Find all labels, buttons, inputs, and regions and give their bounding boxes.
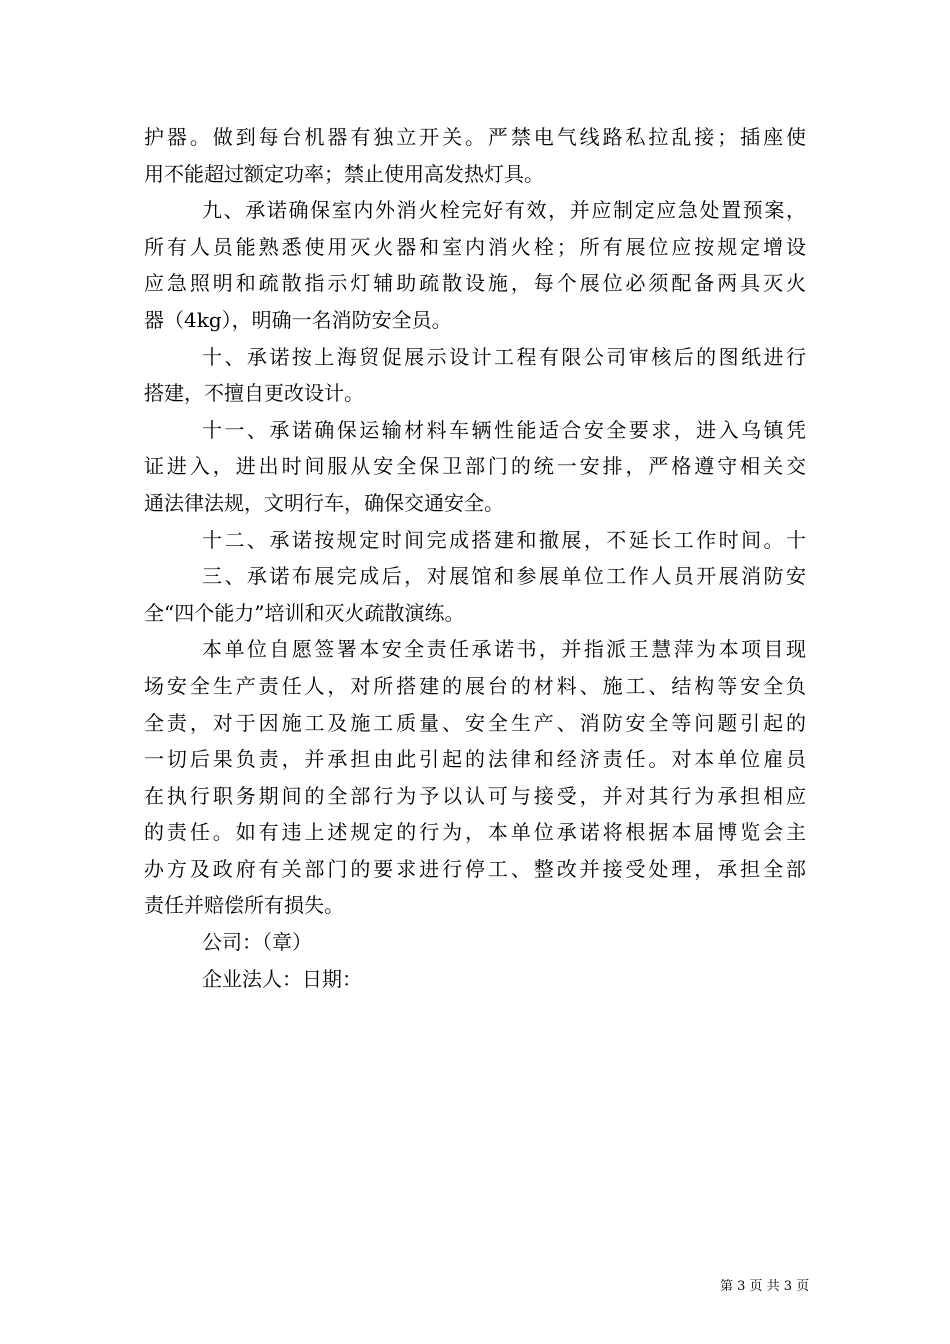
text-line: 全“四个能力”培训和灭火疏散演练。 — [144, 600, 465, 625]
text-line: 在执行职务期间的全部行为予以认可与接受，并对其行为承担相应 — [144, 783, 806, 808]
text-line: 应急照明和疏散指示灯辅助疏散设施，每个展位必须配备两具灭火 — [144, 271, 806, 296]
text-line: 十一、承诺确保运输材料车辆性能适合安全要求，进入乌镇凭 — [202, 417, 806, 442]
text-line: 用不能超过额定功率；禁止使用高发热灯具。 — [144, 161, 544, 186]
text-line: 三、承诺布展完成后，对展馆和参展单位工作人员开展消防安 — [202, 564, 806, 589]
text-line: 搭建，不擅自更改设计。 — [144, 381, 364, 406]
text-line: 全责，对于因施工及施工质量、安全生产、消防安全等问题引起的 — [144, 710, 806, 735]
text-line: 九、承诺确保室内外消火栓完好有效，并应制定应急处置预案， — [202, 198, 806, 223]
text-line: 办方及政府有关部门的要求进行停工、整改并接受处理，承担全部 — [144, 856, 806, 881]
text-line: 本单位自愿签署本安全责任承诺书，并指派王慧萍为本项目现 — [202, 637, 806, 662]
page-number-footer: 第 3 页 共 3 页 — [720, 1279, 810, 1294]
text-line: 的责任。如有违上述规定的行为，本单位承诺将根据本届博览会主 — [144, 820, 806, 845]
text-line: 护器。做到每台机器有独立开关。严禁电气线路私拉乱接；插座使 — [144, 125, 806, 149]
text-line: 企业法人：日期： — [202, 966, 362, 991]
text-line: 公司：（章） — [202, 930, 312, 955]
document-body — [144, 119, 806, 997]
text-line: 通法律法规，文明行车，确保交通安全。 — [144, 490, 504, 515]
text-line: 十二、承诺按规定时间完成搭建和撤展，不延长工作时间。十 — [202, 527, 806, 552]
text-line: 所有人员能熟悉使用灭火器和室内消火栓；所有展位应按规定增设 — [144, 234, 806, 259]
text-line: 证进入，进出时间服从安全保卫部门的统一安排，严格遵守相关交 — [144, 454, 806, 479]
text-line: 器（4kg），明确一名消防安全员。 — [144, 307, 452, 332]
text-line: 场安全生产责任人，对所搭建的展台的材料、施工、结构等安全负 — [144, 673, 806, 698]
text-line: 十、承诺按上海贸促展示设计工程有限公司审核后的图纸进行 — [202, 344, 806, 369]
text-line: 一切后果负责，并承担由此引起的法律和经济责任。对本单位雇员 — [144, 747, 806, 772]
text-line: 责任并赔偿所有损失。 — [144, 893, 344, 918]
